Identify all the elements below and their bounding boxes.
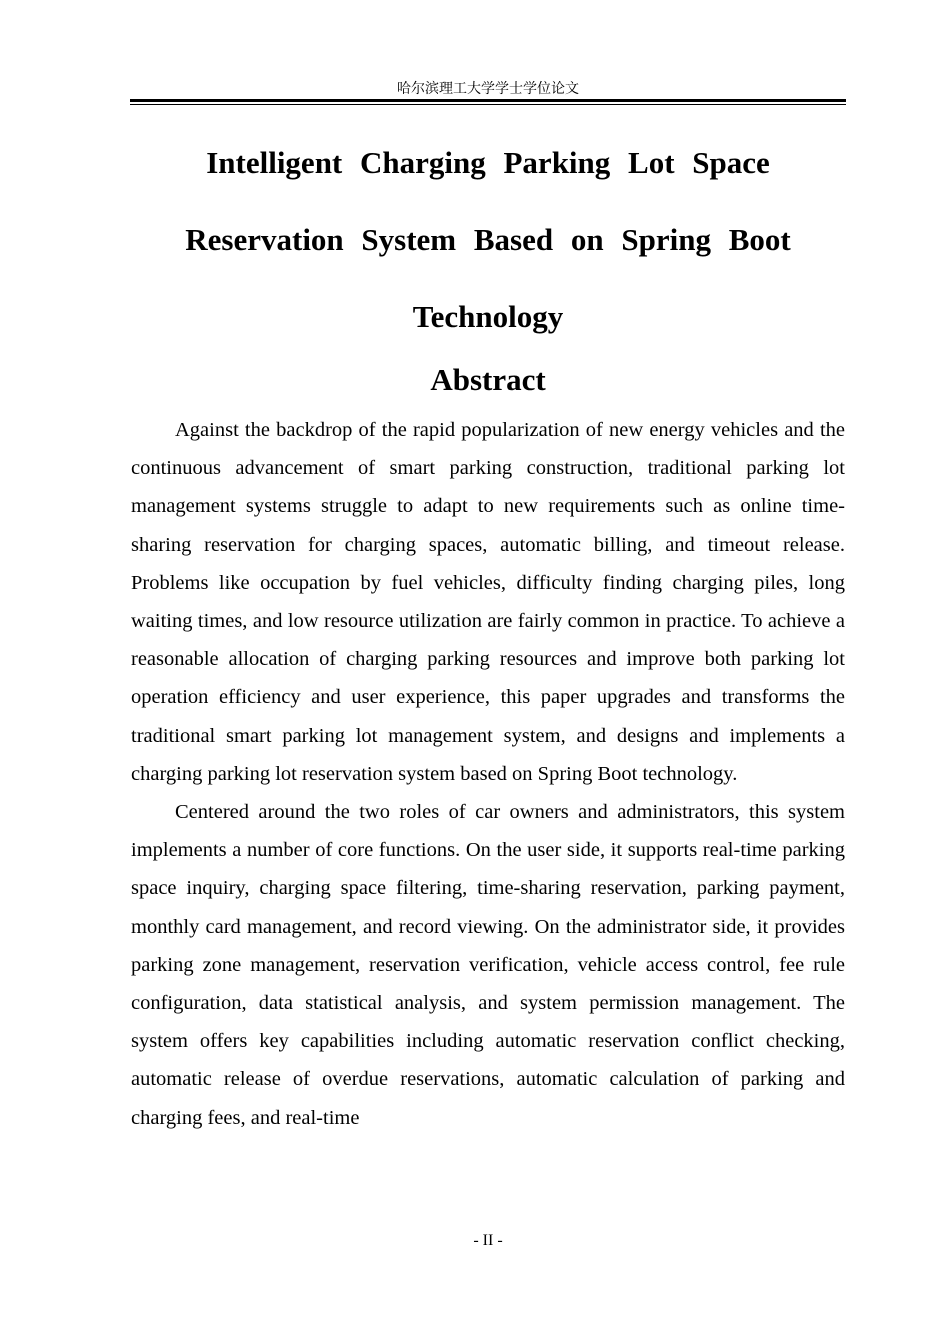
page-number: - II - xyxy=(473,1232,503,1249)
abstract-heading: Abstract xyxy=(430,362,546,397)
paper-title: Intelligent Charging Parking Lot Space Reservation System Based on Spring Boot Technology xyxy=(185,145,791,334)
header-rule-thick xyxy=(130,99,846,102)
abstract-body xyxy=(131,411,845,1137)
abstract-paragraph: Centered around the two roles of car owners and administrators, this system implements a number of core functions. On the user side, it supports real-time parking space inquiry, charging space filtering, time-sharing reservation, parking payment, monthly card management, and record viewing. On the administrator side, it provides parking zone management, reservation verification, vehicle access control, fee rule configuration, data statistical analysis, and system permission management. The system offers key capabilities including automatic reservation conflict checking, automatic release of overdue reservations, automatic calculation of parking and charging fees, and real-time xyxy=(131,801,845,1129)
running-header: 哈尔滨理工大学学士学位论文 xyxy=(397,81,579,97)
header-rule-thin xyxy=(130,104,846,105)
abstract-paragraph: Against the backdrop of the rapid popularization of new energy vehicles and the continuous advancement of smart parking construction, traditional parking lot management systems struggle to adapt to new requirements such as online time-sharing reservation for charging spaces, automatic billing, and timeout release. Problems like occupation by fuel vehicles, difficulty finding charging piles, long waiting times, and low resource utilization are fairly common in practice. To achieve a reasonable allocation of charging parking resources and improve both parking lot operation efficiency and user experience, this paper upgrades and transforms the traditional smart parking lot management system, and designs and implements a charging parking lot reservation system based on Spring Boot technology. xyxy=(131,419,845,785)
